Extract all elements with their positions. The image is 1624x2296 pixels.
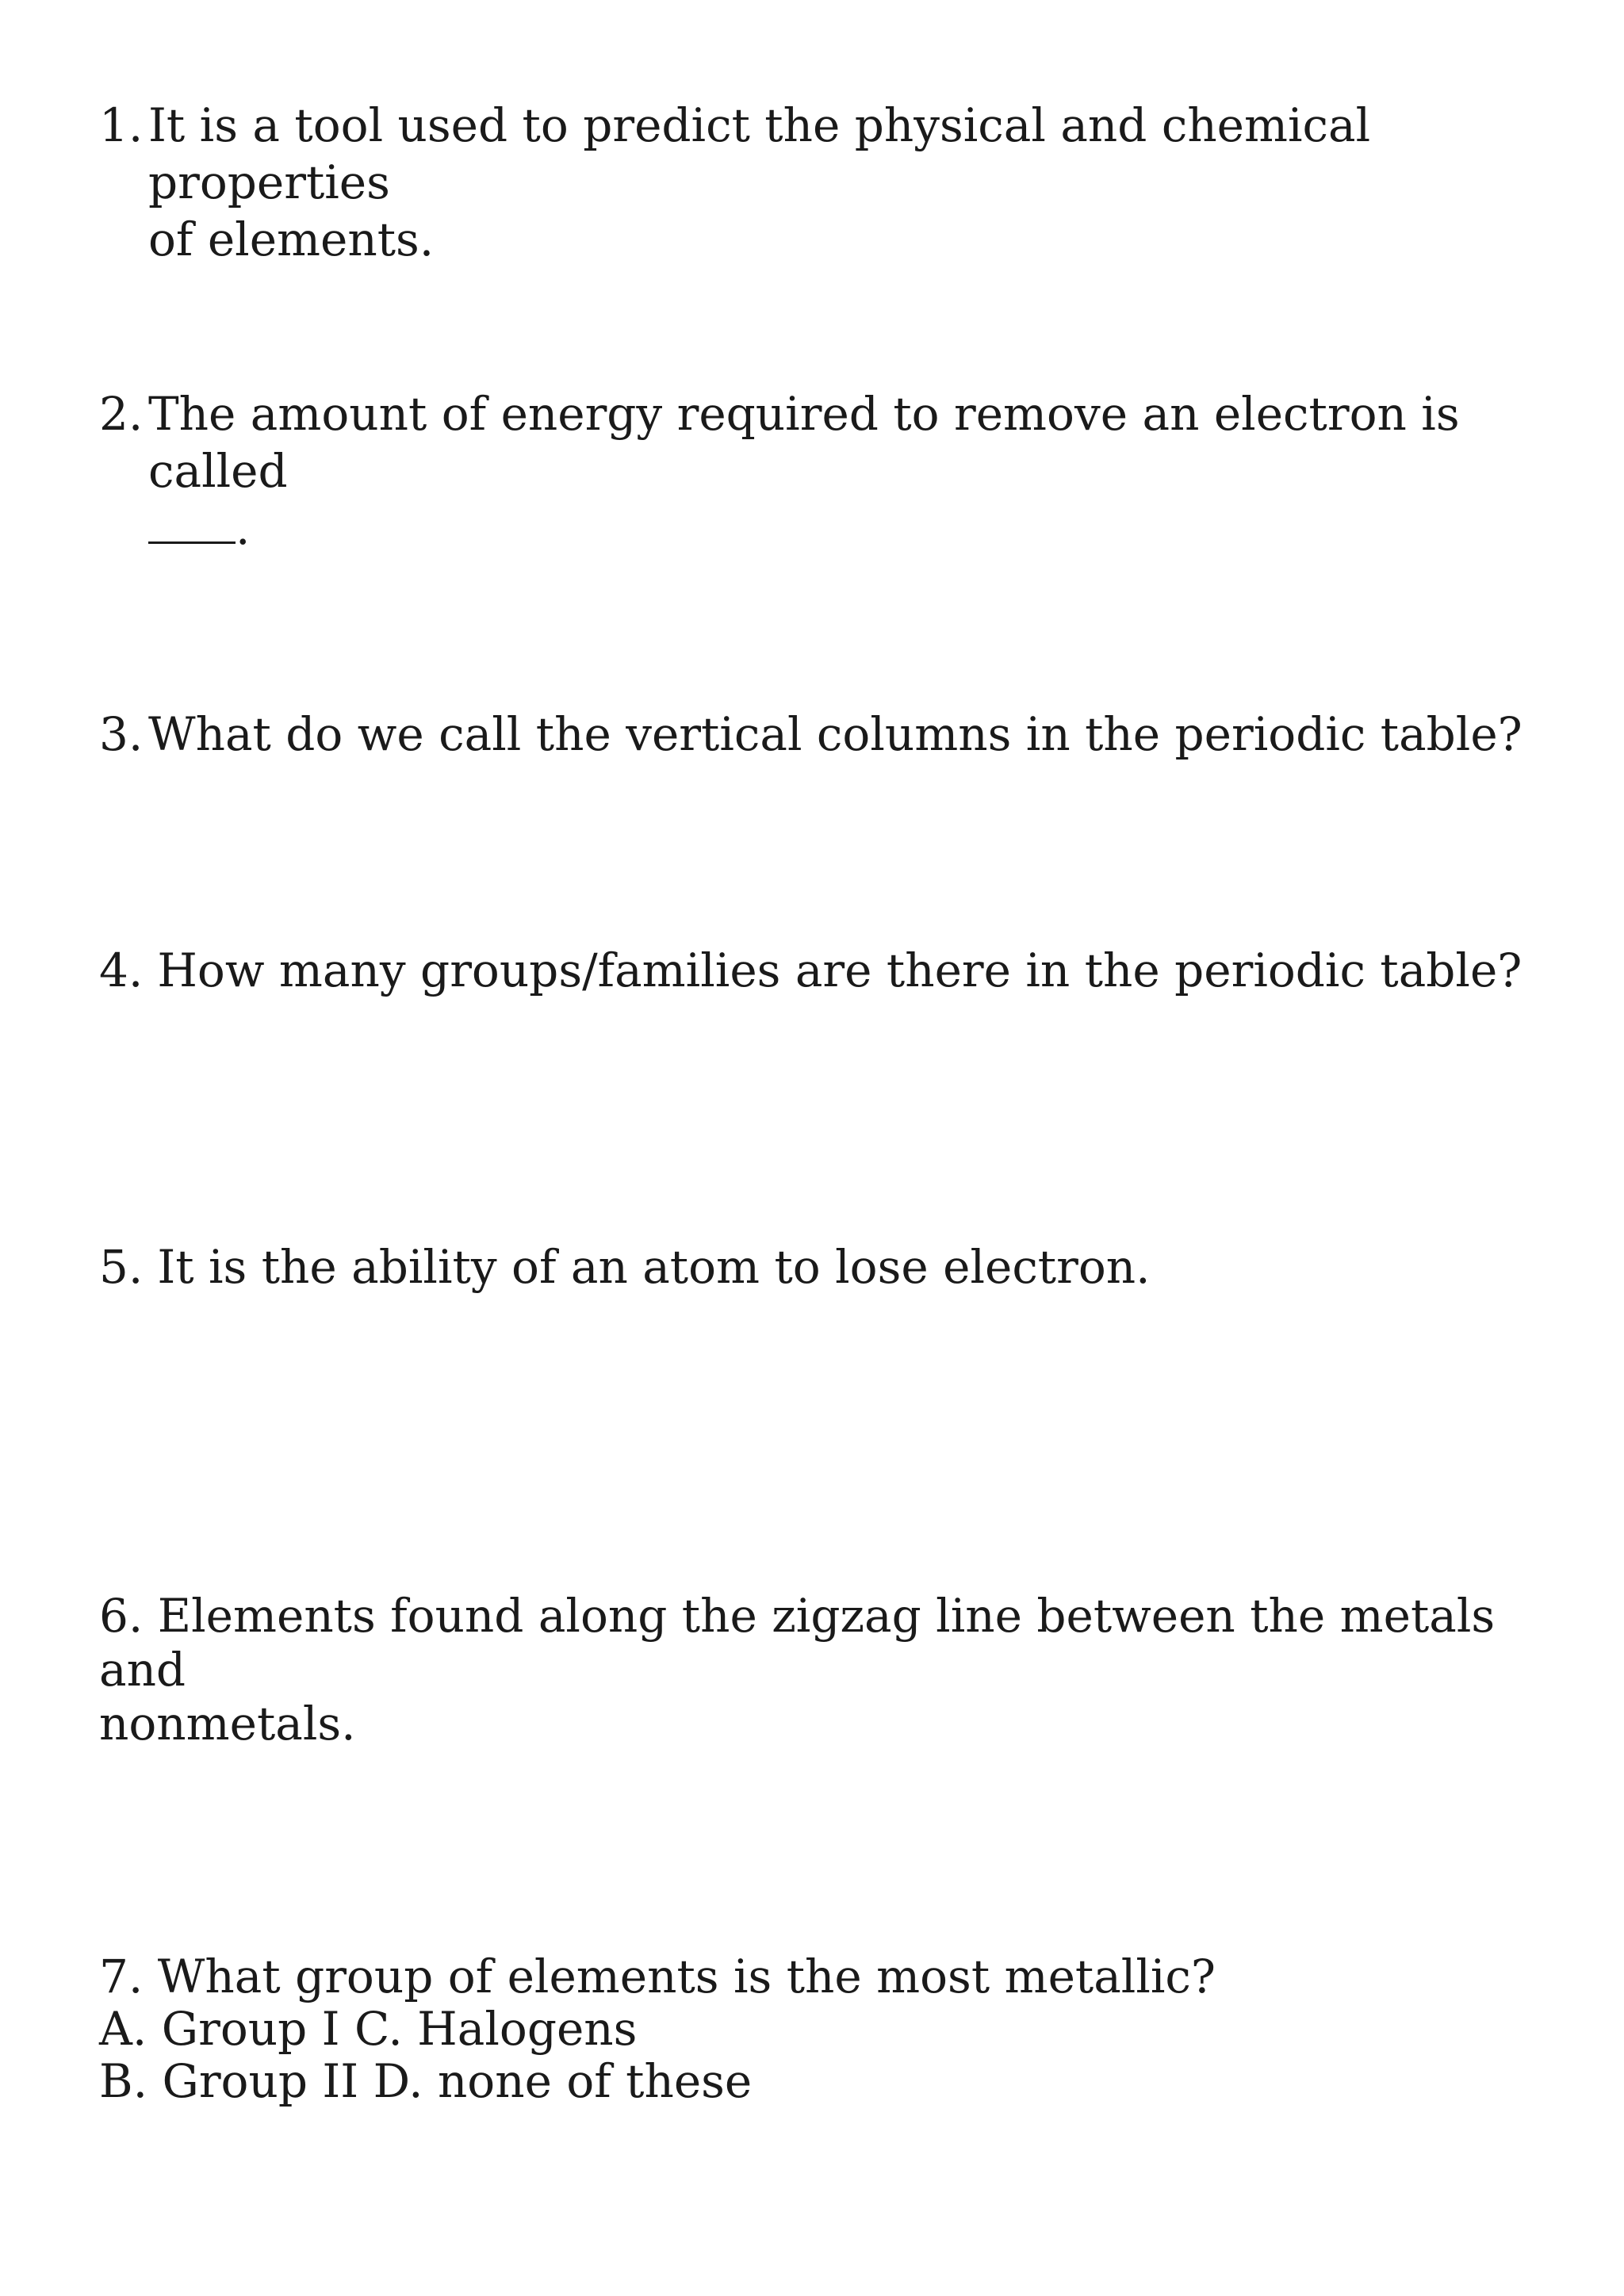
question-text: What do we call the vertical columns in the periodic table? xyxy=(148,707,1522,761)
question-number: 1. xyxy=(99,98,144,152)
question-number: 5. xyxy=(99,1240,144,1294)
question-number: 2. xyxy=(99,387,144,441)
question-3 xyxy=(99,706,1526,763)
question-number: 6. xyxy=(99,1589,144,1643)
question-text: How many groups/families are there in the periodic table? xyxy=(157,943,1522,997)
question-number: 3. xyxy=(99,707,144,761)
question-text xyxy=(148,97,1526,268)
question-4 xyxy=(99,942,1526,999)
question-text: Elements found along the zigzag line between the metals and xyxy=(99,1589,1496,1697)
question-text-line-1 xyxy=(99,1589,1526,1697)
question-number: 7. xyxy=(99,1950,144,2003)
question-1 xyxy=(99,97,1526,268)
question-text-line-1 xyxy=(99,1950,1526,2003)
question-text: What group of elements is the most metallic? xyxy=(157,1950,1216,2003)
question-text-line-1: It is a tool used to predict the physical and chemical properties xyxy=(148,98,1371,209)
question-7 xyxy=(99,1950,1526,2107)
answer-blank-line xyxy=(148,499,1526,557)
question-text-line-2: nonmetals. xyxy=(99,1697,356,1751)
blank-suffix: . xyxy=(236,501,251,555)
choice-row-2: B. Group II D. none of these xyxy=(99,2054,753,2108)
question-5 xyxy=(99,1238,1526,1295)
answer-blank xyxy=(148,500,236,544)
question-text xyxy=(148,385,1526,557)
question-text: It is the ability of an atom to lose electron. xyxy=(157,1240,1151,1294)
question-6 xyxy=(99,1589,1526,1751)
choice-row-1: A. Group I C. Halogens xyxy=(99,2002,638,2056)
question-2 xyxy=(99,385,1526,557)
question-number: 4. xyxy=(99,943,144,997)
question-text-line-2: of elements. xyxy=(148,212,435,266)
question-text-line-1: The amount of energy required to remove an electron is called xyxy=(148,387,1460,498)
